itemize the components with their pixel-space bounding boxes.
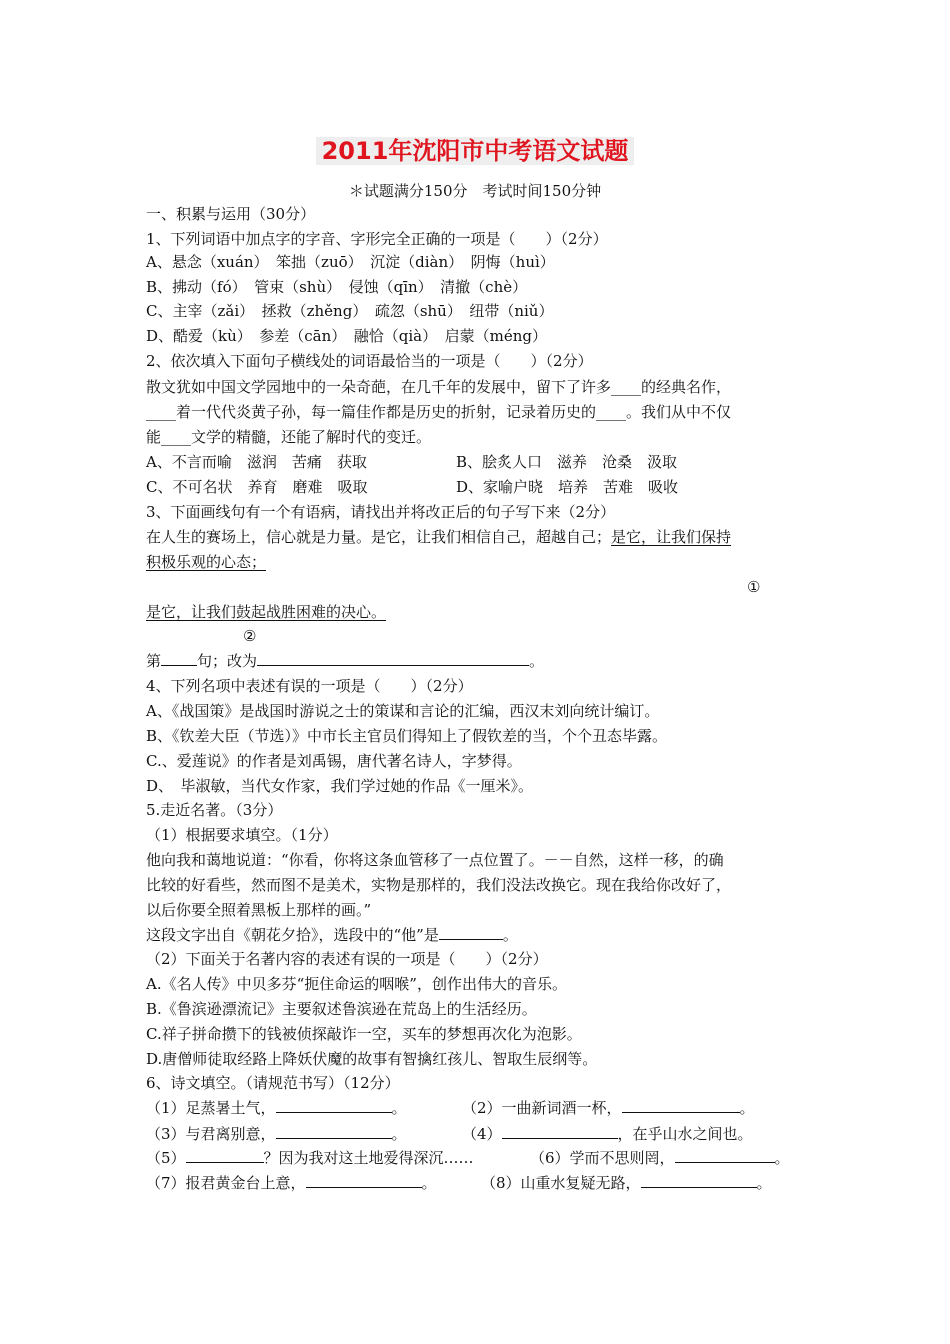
q2-option-d: D、家喻户晓 培养 苦难 吸收 bbox=[456, 478, 679, 496]
q3-stem: 3、下面画线句有一个有语病，请找出并将改正后的句子写下来（2分） bbox=[146, 503, 616, 521]
poem-blank[interactable] bbox=[306, 1173, 422, 1188]
q5-fill-line: 这段文字出自《朝花夕拾》，选段中的“他”是 。 bbox=[146, 926, 518, 944]
q5-stem: 5.走近名著。（3分） bbox=[146, 801, 283, 819]
q5-sub2: （2）下面关于名著内容的表述有误的一项是（ ）（2分） bbox=[146, 950, 548, 968]
q5-passage-line: 他向我和蔼地说道：“你看，你将这条血管移了一点位置了。－－自然，这样一移，的确 bbox=[146, 851, 724, 869]
q1-option-b: B、拂动（fó） 管束（shù） 侵蚀（qīn） 清撤（chè） bbox=[146, 278, 528, 296]
poem-blank[interactable] bbox=[622, 1098, 740, 1113]
exam-info: ＊试题满分150分 考试时间150分钟 bbox=[348, 182, 602, 200]
character-blank[interactable] bbox=[439, 925, 503, 940]
q3-passage-line: 在人生的赛场上，信心就是力量。是它，让我们相信自己，超越自己；是它，让我们保持 bbox=[146, 528, 732, 546]
q5-sub1: （1）根据要求填空。（1分） bbox=[146, 826, 338, 844]
q5-passage-line: 比较的好看些，然而图不是美术，实物是那样的，我们没法改换它。现在我给你改好了， bbox=[146, 876, 732, 894]
poem-item-5: （5） ？因为我对这土地爱得深沉…… bbox=[146, 1149, 474, 1167]
q5-passage-line: 以后你要全照着黑板上那样的画。” bbox=[146, 901, 372, 919]
underlined-sentence-1-cont: 积极乐观的心态； bbox=[146, 553, 267, 571]
poem-item-2: （2）一曲新词酒一杯， 。 bbox=[462, 1099, 755, 1117]
poem-blank[interactable] bbox=[641, 1173, 757, 1188]
q2-passage-line: 散文犹如中国文学园地中的一朵奇葩，在几千年的发展中，留下了许多____的经典名作， bbox=[146, 378, 732, 396]
poem-blank[interactable] bbox=[502, 1124, 618, 1139]
marker-1: ① bbox=[747, 578, 761, 596]
page-title: 2011年沈阳市中考语文试题 bbox=[0, 134, 950, 168]
poem-item-8: （8）山重水复疑无路， 。 bbox=[481, 1174, 772, 1192]
poem-item-7: （7）报君黄金台上意， 。 bbox=[146, 1174, 437, 1192]
q4-stem: 4、下列名项中表述有误的一项是（ ）（2分） bbox=[146, 677, 473, 695]
poem-blank[interactable] bbox=[276, 1124, 392, 1139]
q4-option-b: B、《钦差大臣（节选）》中市长主官员们得知上了假钦差的当，个个丑态毕露。 bbox=[146, 727, 668, 745]
q4-option-c: C.、爱莲说》的作者是刘禹锡，唐代著名诗人，字梦得。 bbox=[146, 752, 522, 770]
q2-stem: 2、依次填入下面句子横线处的词语最恰当的一项是（ ）（2分） bbox=[146, 352, 593, 370]
poem-item-1: （1）足蒸暑土气， 。 bbox=[146, 1099, 407, 1117]
q1-stem: 1、下列词语中加点字的字音、字形完全正确的一项是（ ）（2分） bbox=[146, 230, 608, 248]
q2-option-b: B、脍炙人口 滋养 沧桑 汲取 bbox=[456, 453, 678, 471]
q1-option-d: D、酷爱（kù） 参差（cān） 融恰（qià） 启蒙（méng） bbox=[146, 327, 547, 345]
section-heading: 一、积累与运用（30分） bbox=[146, 205, 316, 223]
poem-item-4: （4） ，在乎山水之间也。 bbox=[462, 1125, 753, 1143]
q4-option-a: A、《战国策》是战国时游说之士的策谋和言论的汇编，西汉末刘向统计编订。 bbox=[146, 702, 660, 720]
marker-2: ② bbox=[243, 627, 257, 645]
q5-option-d: D.唐僧师徒取经路上降妖伏魔的故事有智擒红孩儿、智取生辰纲等。 bbox=[146, 1050, 598, 1068]
poem-item-6: （6）学而不思则罔， 。 bbox=[530, 1149, 790, 1167]
q2-option-c: C、不可名状 养育 磨难 吸取 bbox=[146, 478, 368, 496]
q2-passage-line: ____着一代代炎黄子孙，每一篇佳作都是历史的折射，记录着历史的____。我们从中不仅 bbox=[146, 403, 732, 421]
poem-blank[interactable] bbox=[186, 1148, 264, 1163]
q3-answer-line: 第 句；改为 。 bbox=[146, 652, 545, 670]
q5-option-c: C.祥子拼命攒下的钱被侦探敲诈一空，买车的梦想再次化为泡影。 bbox=[146, 1025, 582, 1043]
q6-stem: 6、诗文填空。（请规范书写）（12分） bbox=[146, 1074, 400, 1092]
q5-option-a: A.《名人传》中贝多芬“扼住命运的咽喉”，创作出伟大的音乐。 bbox=[146, 975, 567, 993]
q1-option-a: A、悬念（xuán） 笨拙（zuō） 沉淀（diàn） 阴悔（huì） bbox=[146, 253, 555, 271]
q2-option-a: A、不言而喻 滋润 苦痛 获取 bbox=[146, 453, 367, 471]
poem-item-3: （3）与君离别意， 。 bbox=[146, 1125, 407, 1143]
q5-option-b: B.《鲁滨逊漂流记》主要叙述鲁滨逊在荒岛上的生活经历。 bbox=[146, 1000, 537, 1018]
q2-passage-line: 能____文学的精髓，还能了解时代的变迁。 bbox=[146, 428, 432, 446]
sentence-number-blank[interactable] bbox=[161, 651, 197, 666]
q1-option-c: C、主宰（zǎi） 拯救（zhěng） 疏忽（shū） 纽带（niǔ） bbox=[146, 302, 554, 320]
correction-blank[interactable] bbox=[257, 651, 529, 666]
underlined-sentence-2: 是它，让我们鼓起战胜困难的决心。 bbox=[146, 603, 387, 621]
underlined-sentence-1: 是它，让我们保持 bbox=[611, 528, 732, 546]
poem-blank[interactable] bbox=[276, 1098, 392, 1113]
q4-option-d: D、 毕淑敏，当代女作家，我们学过她的作品《一厘米》。 bbox=[146, 777, 534, 795]
poem-blank[interactable] bbox=[675, 1148, 775, 1163]
